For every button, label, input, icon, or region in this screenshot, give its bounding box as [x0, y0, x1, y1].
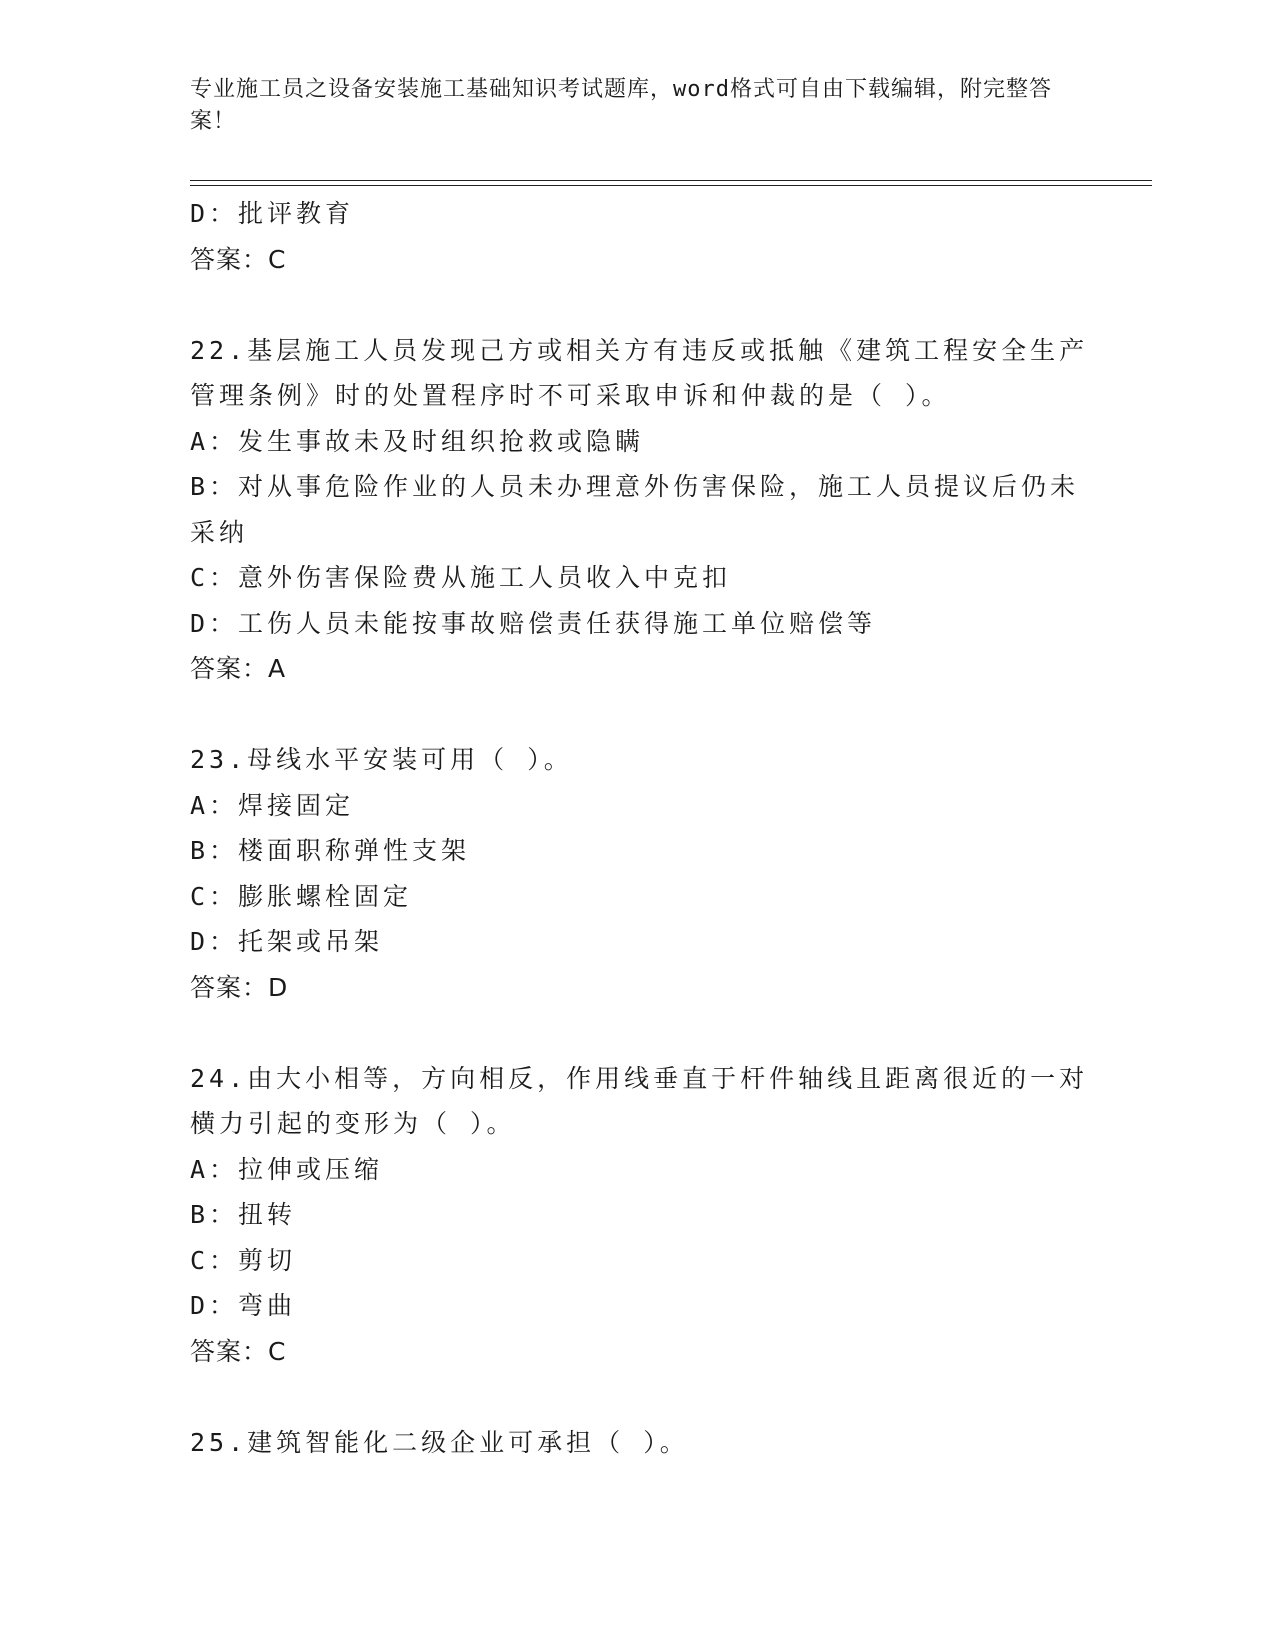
answer-line: 答案：D	[190, 972, 289, 1002]
question-block-22	[190, 328, 1090, 692]
option-c: C：意外伤害保险费从施工人员收入中克扣	[190, 563, 732, 592]
spacer	[190, 282, 1090, 328]
option-b: B：楼面职称弹性支架	[190, 836, 471, 865]
option-b-continued: 采纳	[190, 517, 249, 547]
spacer	[190, 692, 1090, 738]
answer-line: 答案：C	[190, 1336, 287, 1366]
question-block-24	[190, 1056, 1090, 1375]
question-text: 25.建筑智能化二级企业可承担（ ）。	[190, 1427, 689, 1457]
header-rule-top	[190, 180, 1152, 181]
option-d: D：弯曲	[190, 1291, 297, 1320]
answer-line: 答案：C	[190, 244, 287, 274]
question-text: 23.母线水平安装可用（ ）。	[190, 745, 573, 774]
option-c: C：膨胀螺栓固定	[190, 881, 413, 911]
spacer	[190, 1010, 1090, 1056]
question-block-21-tail	[190, 191, 1090, 282]
spacer	[190, 1374, 1090, 1420]
option-d: D：托架或吊架	[190, 927, 384, 956]
question-block-23	[190, 737, 1090, 1010]
question-text: 横力引起的变形为（ ）。	[190, 1109, 516, 1138]
option-d: D：工伤人员未能按事故赔偿责任获得施工单位赔偿等	[190, 608, 877, 638]
header-rule-bottom	[190, 185, 1152, 186]
question-text: 管理条例》时的处置程序时不可采取申诉和仲裁的是（ ）。	[190, 381, 951, 410]
option-d: D：批评教育	[190, 199, 355, 228]
question-list	[190, 191, 1090, 1465]
document-header: 专业施工员之设备安装施工基础知识考试题库，word格式可自由下载编辑，附完整答案！	[190, 77, 1052, 134]
option-a: A：焊接固定	[190, 790, 355, 820]
answer-line: 答案：A	[190, 654, 287, 683]
question-block-25	[190, 1420, 1090, 1466]
option-b: B：对从事危险作业的人员未办理意外伤害保险，施工人员提议后仍未	[190, 472, 1080, 501]
question-text: 22.基层施工人员发现己方或相关方有违反或抵触《建筑工程安全生产	[190, 335, 1089, 365]
option-a: A：拉伸或压缩	[190, 1154, 384, 1184]
option-b: B：扭转	[190, 1200, 297, 1229]
option-c: C：剪切	[190, 1245, 297, 1275]
question-text: 24.由大小相等，方向相反，作用线垂直于杆件轴线且距离很近的一对	[190, 1063, 1089, 1093]
option-a: A：发生事故未及时组织抢救或隐瞒	[190, 426, 645, 456]
